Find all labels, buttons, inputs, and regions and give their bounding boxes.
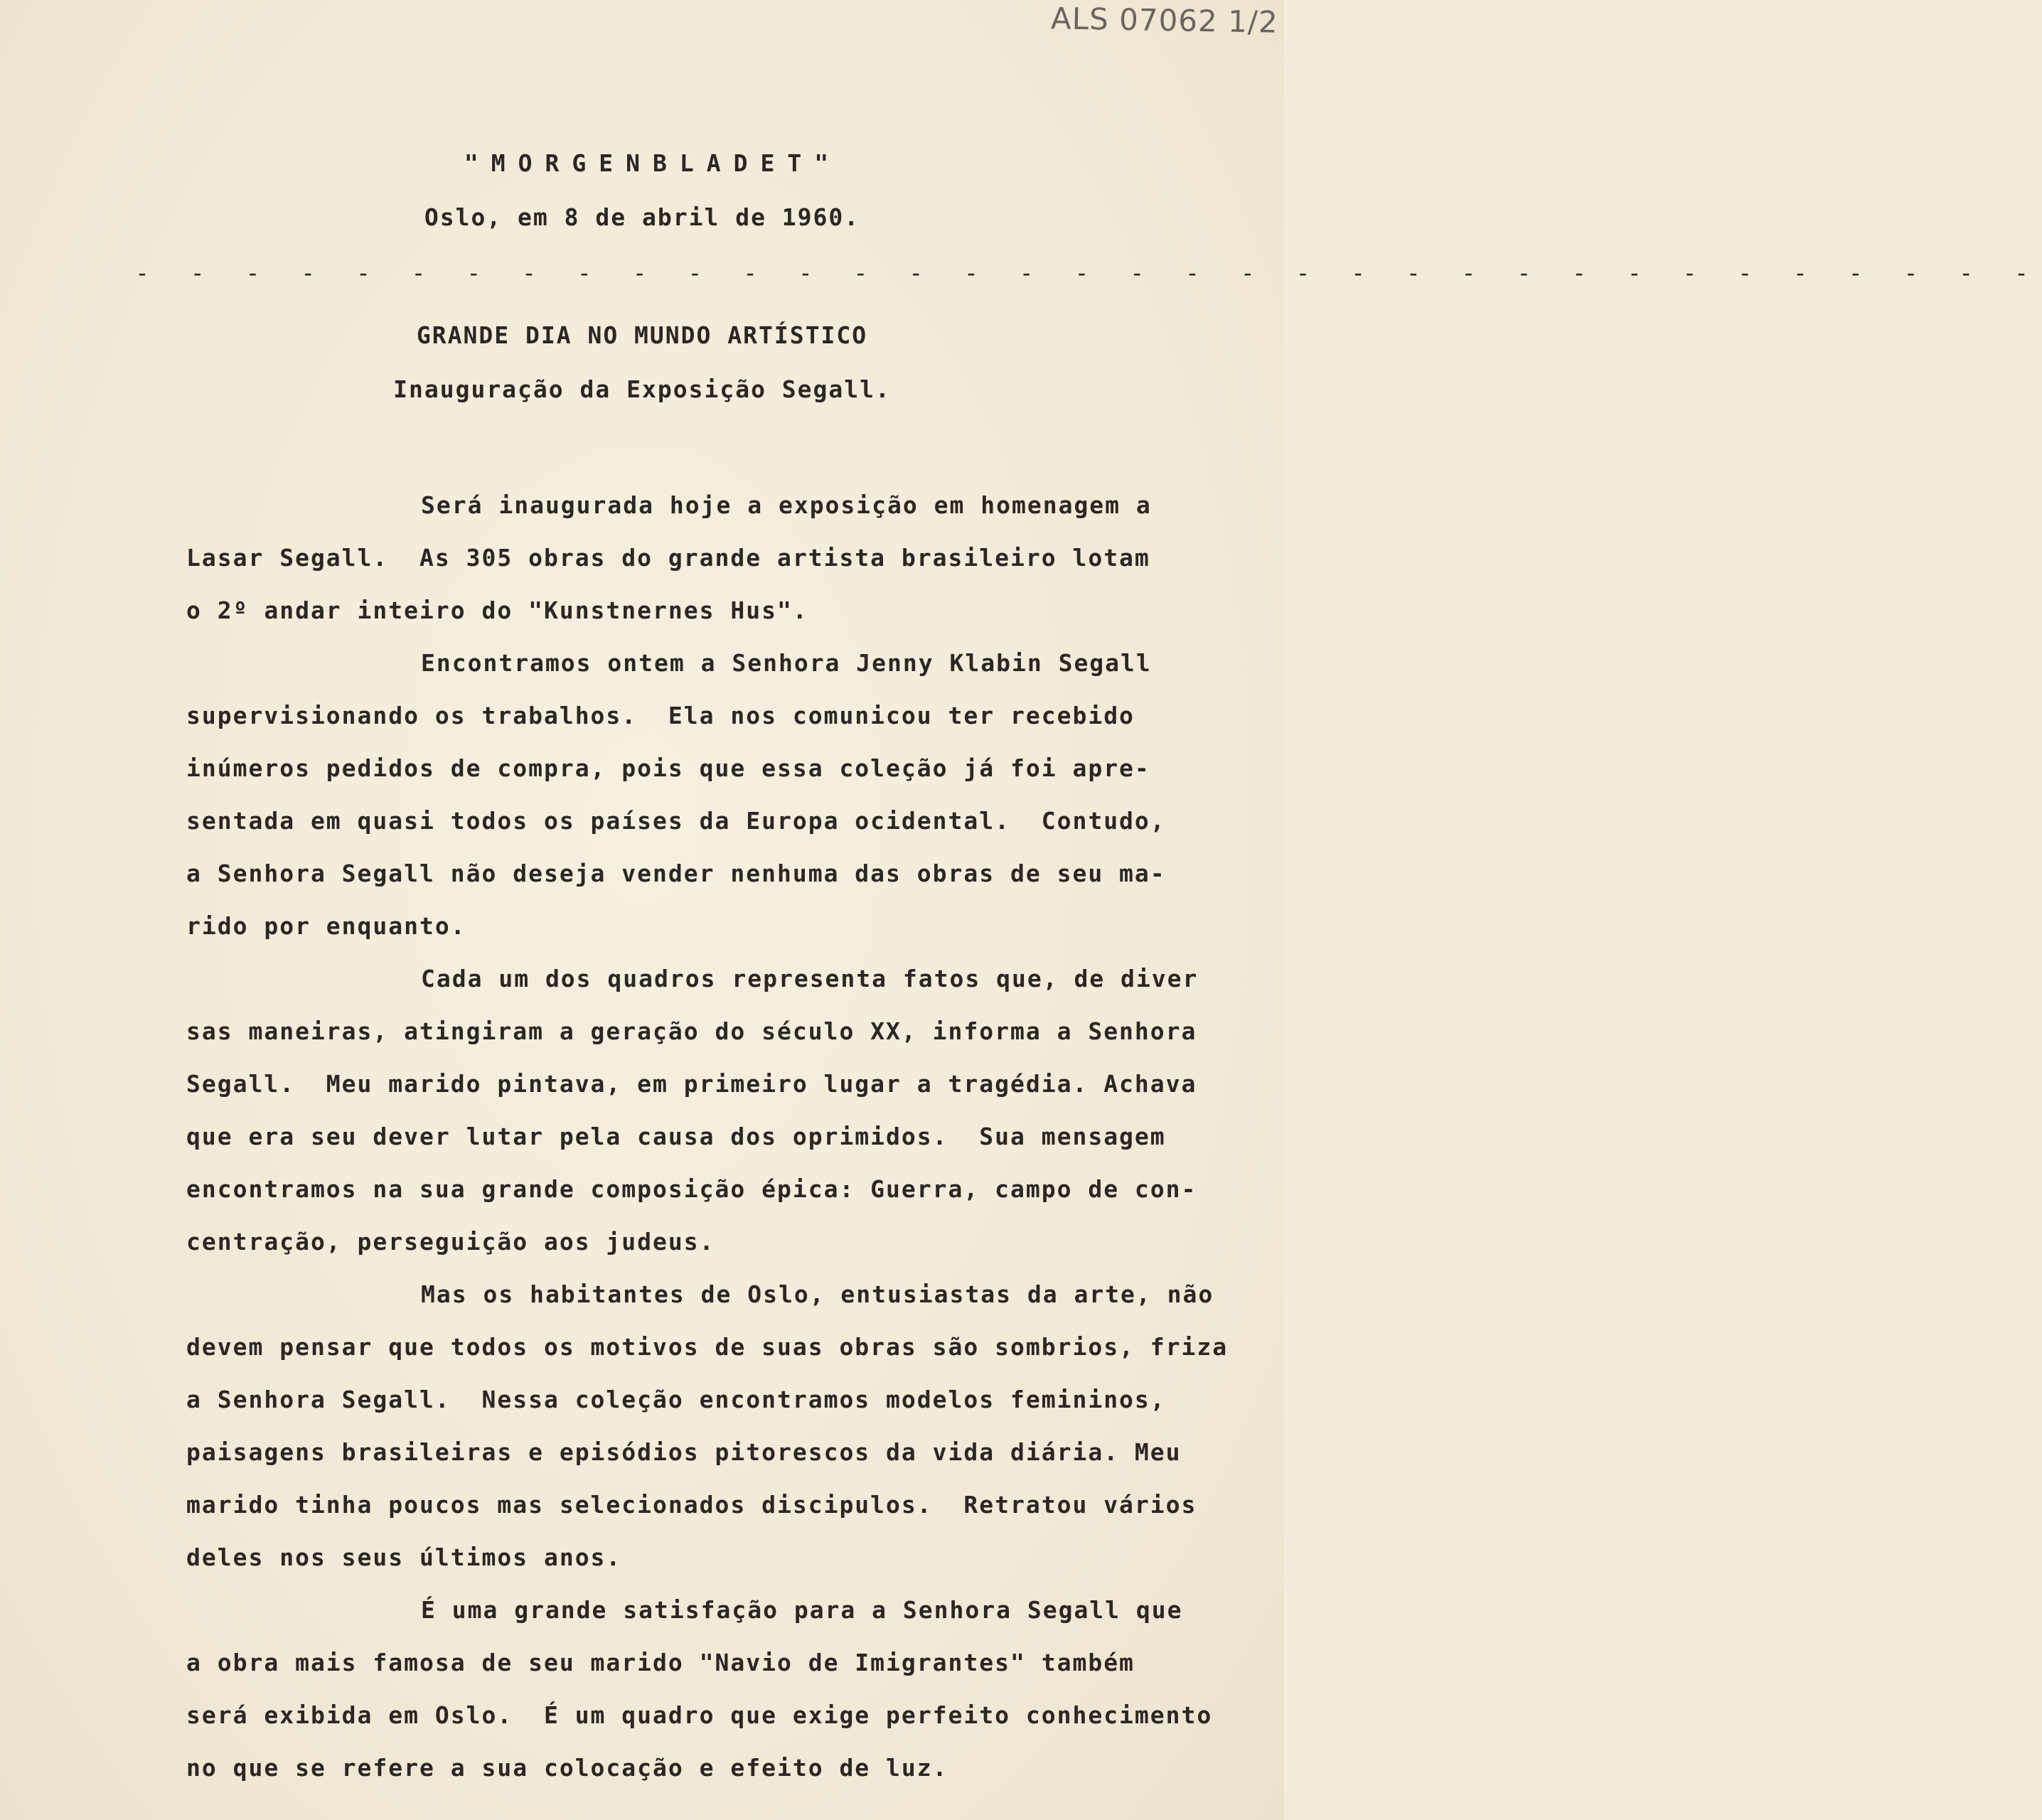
article-subheadline: Inauguração da Exposição Segall.: [393, 375, 891, 403]
article-body: [186, 491, 1239, 1806]
body-line: a Senhora Segall. Nessa coleção encontramos modelos femininos,: [186, 1386, 1166, 1413]
body-line: a Senhora Segall não deseja vender nenhuma das obras de seu ma-: [186, 860, 1166, 887]
body-line: a obra mais famosa de seu marido "Navio de Imigrantes" também: [186, 1649, 1135, 1676]
body-line: Lasar Segall. As 305 obras do grande artista brasileiro lotam: [186, 544, 1150, 572]
body-line: devem pensar que todos os motivos de suas obras são sombrios, friza: [186, 1333, 1229, 1361]
body-line: Segall. Meu marido pintava, em primeiro lugar a tragédia. Achava: [186, 1070, 1197, 1098]
body-line: inúmeros pedidos de compra, pois que essa coleção já foi apre-: [186, 754, 1150, 782]
body-line: que era seu dever lutar pela causa dos oprimidos. Sua mensagem: [186, 1123, 1166, 1150]
body-line: sentada em quasi todos os países da Europa ocidental. Contudo,: [186, 807, 1166, 835]
body-line: rido por enquanto.: [186, 912, 466, 940]
archive-reference-note: ALS 07062 1/2: [1050, 1, 1279, 40]
body-line: o 2º andar inteiro do "Kunstnernes Hus".: [186, 596, 808, 624]
body-line: encontramos na sua grande composição épica: Guerra, campo de con-: [186, 1175, 1197, 1203]
body-line: sas maneiras, atingiram a geração do século XX, informa a Senhora: [186, 1017, 1197, 1045]
body-line: É uma grande satisfação para a Senhora Segall que: [421, 1596, 1183, 1624]
dashed-divider: - - - - - - - - - - - - - - - - - - - - - - - - - - - - - - - - - - -: [135, 259, 2042, 287]
body-line: marido tinha poucos mas selecionados discipulos. Retratou vários: [186, 1491, 1197, 1519]
article-headline: GRANDE DIA NO MUNDO ARTÍSTICO: [416, 321, 868, 349]
dateline: Oslo, em 8 de abril de 1960.: [424, 203, 860, 231]
body-line: Cada um dos quadros representa fatos que, de diver: [421, 965, 1199, 992]
body-line: Encontramos ontem a Senhora Jenny Klabin Segall: [421, 649, 1152, 677]
body-line: Será inaugurada hoje a exposição em homenagem a: [421, 491, 1152, 519]
body-line: paisagens brasileiras e episódios pitorescos da vida diária. Meu: [186, 1438, 1182, 1466]
body-line: será exibida em Oslo. É um quadro que exige perfeito conhecimento: [186, 1701, 1213, 1729]
body-line: centração, perseguição aos judeus.: [186, 1228, 715, 1256]
newspaper-masthead: "MORGENBLADET": [464, 149, 842, 177]
body-line: deles nos seus últimos anos.: [186, 1543, 622, 1571]
body-line: supervisionando os trabalhos. Ela nos comunicou ter recebido: [186, 702, 1135, 729]
body-line: no que se refere a sua colocação e efeito de luz.: [186, 1754, 948, 1782]
body-line: Mas os habitantes de Oslo, entusiastas da arte, não: [421, 1280, 1214, 1308]
